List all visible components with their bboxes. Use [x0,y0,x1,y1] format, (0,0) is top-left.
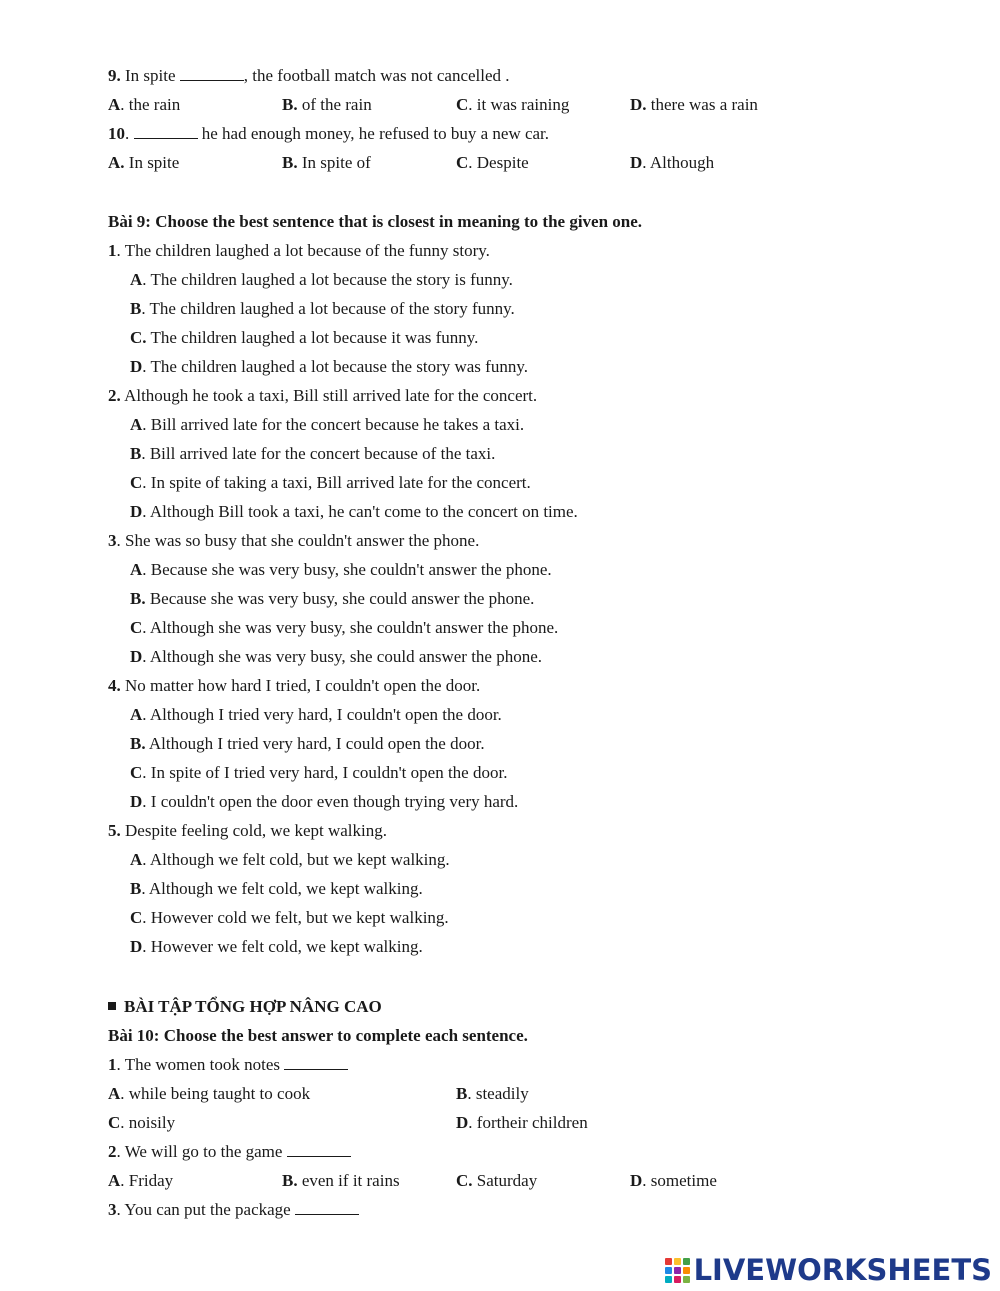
logo-grid-cell [665,1267,672,1274]
option-separator: . [142,908,147,927]
option-text: However cold we felt, but we kept walking. [150,908,449,927]
option-separator: . [468,95,473,114]
question-separator: . [116,241,121,260]
bai10-q1-text: . The women took notes [116,1055,281,1074]
logo-grid-cell [683,1258,690,1265]
bai10-q1-option-c[interactable] [108,1113,175,1133]
bai9-q3-stem [108,531,479,551]
option-separator: . [142,618,147,637]
option-letter: D [130,502,143,521]
option-letter: D [630,1171,643,1190]
square-bullet-icon [108,1002,116,1010]
option-separator: . [141,299,146,318]
option-separator: . [642,153,647,172]
option-text: In spite of I tried very hard, I couldn't open the door. [150,763,508,782]
option-text: Although she was very busy, she couldn't answer the phone. [149,618,559,637]
option-text: The children laughed a lot because it was funny. [150,328,479,347]
option-letter: B. [130,734,146,753]
option-separator: . [142,270,147,289]
option-text: . while being taught to cook [120,1084,311,1103]
question-separator: . [116,531,121,550]
option-letter: A. [108,153,125,172]
option-text: there was a rain [650,95,758,114]
option-text: Although [649,153,715,172]
logo-grid-cell [665,1258,672,1265]
question-number: 3 [108,531,117,550]
option-separator: . [142,357,147,376]
option-text: even if it rains [297,1171,400,1190]
question-text: No matter how hard I tried, I couldn't open the door. [125,676,481,695]
option-text: Bill arrived late for the concert because of the taxi. [149,444,496,463]
bai9-q4-stem [108,676,480,696]
option-letter: B [456,1084,468,1103]
bai9-q2-option-a[interactable] [130,415,524,435]
option-text: Although we felt cold, but we kept walking. [149,850,450,869]
option-text: Saturday [472,1171,538,1190]
option-letter: B. [282,95,298,114]
option-separator: . [142,473,147,492]
q9-option-c[interactable] [456,95,569,115]
bai9-q5-option-d[interactable] [130,937,423,957]
option-letter: B. [282,1171,298,1190]
option-letter: D [456,1113,469,1132]
bai9-q2-stem [108,386,537,406]
option-text: . steadily [467,1084,529,1103]
option-separator: . [142,850,147,869]
option-letter: A [108,1171,121,1190]
bai10-q3-number: 3 [108,1200,117,1219]
option-letter: C [130,473,143,492]
q9-option-d[interactable] [630,95,758,115]
question-number: 1 [108,241,117,260]
option-letter: D. [630,95,647,114]
option-separator: . [142,502,147,521]
option-letter: D [130,937,143,956]
option-text: it was raining [476,95,570,114]
option-text: Bill arrived late for the concert because he takes a taxi. [150,415,525,434]
option-text: . sometime [642,1171,717,1190]
q10-option-c[interactable] [456,153,529,173]
option-letter: D [630,153,643,172]
logo-grid-cell [665,1276,672,1283]
option-letter: C [456,95,469,114]
question-text: Despite feeling cold, we kept walking. [125,821,388,840]
option-letter: A [108,95,121,114]
q9-blank[interactable] [180,66,244,81]
option-text: In spite of taking a taxi, Bill arrived late for the concert. [150,473,531,492]
question-text: She was so busy that she couldn't answer the phone. [125,531,480,550]
q9-number: 9. [108,66,121,85]
option-letter: B. [282,153,298,172]
bai10-q1-stem [108,1055,348,1075]
bai9-q4-option-c[interactable] [130,763,507,783]
q10-stem: 10. he had enough money, he refused to buy a new car. [108,124,550,143]
bai9-title: Bài 9: Choose the best sentence that is closest in meaning to the given one. [108,212,643,231]
option-letter: A [108,1084,121,1103]
question-number: 2. [108,386,121,405]
bai9-q1-option-a[interactable] [130,270,513,290]
option-text: In spite [128,153,180,172]
option-letter: A [130,270,143,289]
bai9-q1-option-d[interactable] [130,357,528,377]
option-letter: C. [130,328,147,347]
option-separator: . [142,763,147,782]
option-text: . Friday [120,1171,174,1190]
q10-number: 10 [108,124,125,143]
q9-option-a[interactable] [108,95,180,115]
option-letter: B [130,879,142,898]
q9-text-before: In spite [125,66,176,85]
option-text: I couldn't open the door even though trying very hard. [150,792,519,811]
option-separator: . [120,95,125,114]
bai9-q1-option-c[interactable] [130,328,478,348]
option-separator: . [142,705,147,724]
option-letter: A [130,560,143,579]
option-text: Despite [476,153,529,172]
logo-grid-cell [674,1267,681,1274]
option-text: The children laughed a lot because of the story funny. [149,299,515,318]
bai9-q5-option-a[interactable] [130,850,450,870]
bai10-q1-number: 1 [108,1055,117,1074]
q9-text-after: , the football match was not cancelled . [243,66,510,85]
option-separator: . [468,153,473,172]
bai10-q2-option-d[interactable] [630,1171,717,1191]
logo-grid-cell [674,1276,681,1283]
liveworksheets-logo[interactable] [665,1253,992,1287]
q10-option-a[interactable] [108,153,179,173]
bai10-q3-text: . You can put the package [116,1200,291,1219]
bai9-q3-option-d[interactable] [130,647,542,667]
bai9-q2-option-d[interactable] [130,502,578,522]
q10-option-d[interactable] [630,153,714,173]
bai10-q3-stem [108,1200,359,1220]
option-letter: B. [130,589,146,608]
bai10-q2-option-b[interactable] [282,1171,400,1191]
option-text: Although Bill took a taxi, he can't come to the concert on time. [149,502,578,521]
bai9-q3-option-b[interactable] [130,589,534,609]
option-separator: . [141,444,146,463]
option-separator: . [142,647,147,666]
bai9-q5-option-c[interactable] [130,908,449,928]
bai10-q1-option-b[interactable] [456,1084,529,1104]
bai9-q5-stem [108,821,387,841]
logo-grid-icon [665,1258,690,1283]
q9-option-b[interactable] [282,95,372,115]
bai10-q3-blank[interactable] [295,1200,359,1215]
option-letter: C [130,618,143,637]
option-text: Because she was very busy, she could answer the phone. [149,589,535,608]
option-separator: . [142,560,147,579]
bai10-q1-option-a[interactable] [108,1084,310,1104]
bai9-q4-option-d[interactable] [130,792,518,812]
question-text: The children laughed a lot because of the funny story. [124,241,490,260]
option-letter: B [130,299,142,318]
section-heading [108,997,382,1017]
bai9-q5-option-b[interactable] [130,879,423,899]
logo-grid-cell [683,1276,690,1283]
option-separator: . [141,879,146,898]
q10-text-after: he had enough money, he refused to buy a new car. [197,124,550,143]
bai9-q4-option-a[interactable] [130,705,502,725]
option-text: Although I tried very hard, I could open the door. [148,734,485,753]
option-letter: C [130,908,143,927]
bai10-q2-option-a[interactable] [108,1171,173,1191]
bai10-q2-option-c[interactable] [456,1171,537,1191]
option-letter: C [130,763,143,782]
bai10-q2-blank[interactable] [287,1142,351,1157]
option-text: The children laughed a lot because the story was funny. [150,357,528,376]
option-text: Although I tried very hard, I couldn't open the door. [149,705,502,724]
option-text: of the rain [301,95,372,114]
bai9-q3-option-a[interactable] [130,560,552,580]
option-letter: D [130,647,143,666]
option-text: the rain [128,95,181,114]
option-letter: D [130,792,143,811]
option-text: . fortheir children [468,1113,588,1132]
bai10-q1-blank[interactable] [284,1055,348,1070]
q10-blank[interactable] [134,124,198,139]
option-separator: . [142,792,147,811]
option-letter: A [130,850,143,869]
option-text: Although she was very busy, she could answer the phone. [149,647,543,666]
logo-grid-cell [674,1258,681,1265]
option-separator: . [142,415,147,434]
option-text: . noisily [120,1113,176,1132]
question-number: 5. [108,821,121,840]
bai9-q2-option-c[interactable] [130,473,531,493]
bai10-q2-stem [108,1142,351,1162]
q10-option-b[interactable] [282,153,371,173]
question-text: Although he took a taxi, Bill still arrived late for the concert. [124,386,538,405]
option-text: However we felt cold, we kept walking. [150,937,423,956]
logo-text: LIVEWORKSHEETS [693,1253,992,1287]
bai10-q1-option-d[interactable] [456,1113,588,1133]
option-text: The children laughed a lot because the story is funny. [150,270,513,289]
bai10-title: Bài 10: Choose the best answer to complete each sentence. [108,1026,528,1045]
option-letter: C. [456,1171,473,1190]
option-letter: B [130,444,142,463]
bai10-q2-text: . We will go to the game [116,1142,283,1161]
option-text: Although we felt cold, we kept walking. [148,879,423,898]
bai9-q4-option-b[interactable] [130,734,485,754]
question-number: 4. [108,676,121,695]
option-text: In spite of [301,153,371,172]
option-letter: A [130,415,143,434]
section-heading-text: BÀI TẬP TỔNG HỢP NÂNG CAO [124,997,382,1016]
option-letter: C [108,1113,121,1132]
option-letter: A [130,705,143,724]
logo-grid-cell [683,1267,690,1274]
bai9-q1-stem [108,241,490,261]
bai9-q2-option-b[interactable] [130,444,495,464]
option-separator: . [142,937,147,956]
q9-stem [108,66,510,86]
bai9-q1-option-b[interactable] [130,299,515,319]
option-letter: C [456,153,469,172]
option-letter: D [130,357,143,376]
option-text: Because she was very busy, she couldn't answer the phone. [150,560,552,579]
bai10-q2-number: 2 [108,1142,117,1161]
bai9-q3-option-c[interactable] [130,618,558,638]
